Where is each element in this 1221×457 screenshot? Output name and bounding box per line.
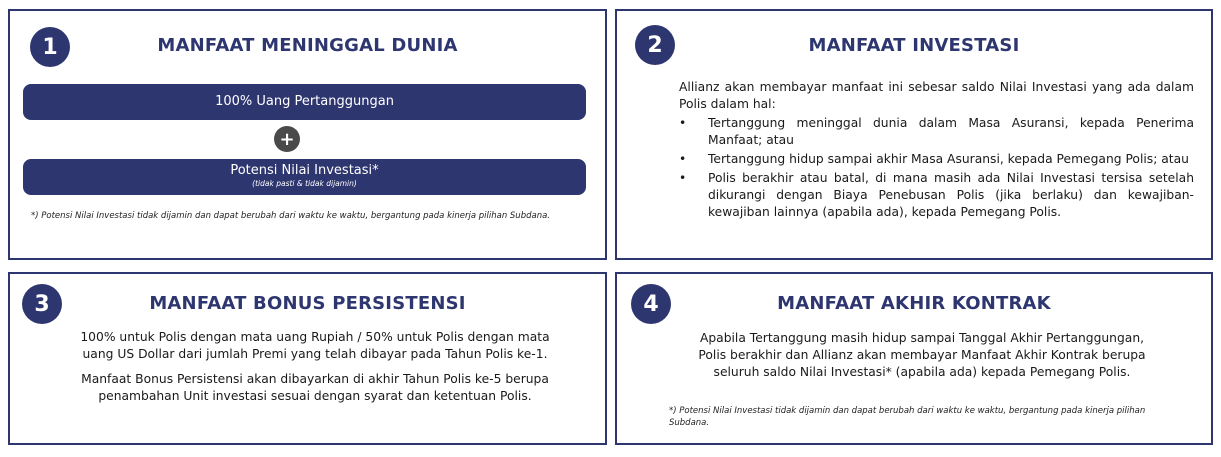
list-item: • Tertanggung meninggal dunia dalam Masa Asuransi, kepada Penerima Manfaat; atau [679, 116, 1194, 147]
footnote: *) Potensi Nilai Investasi tidak dijamin dan dapat berubah dari waktu ke waktu, bergantung pada kinerja pilihan Subdana. [669, 406, 1146, 428]
panel-persistency-bonus [8, 272, 607, 445]
step-number-badge: 2 [635, 25, 675, 65]
panel-end-of-contract [615, 272, 1213, 445]
bullet-icon: • [679, 116, 687, 130]
investment-value-label: Potensi Nilai Investasi* [230, 163, 379, 178]
sum-assured-bar: 100% Uang Pertanggungan [23, 84, 586, 120]
panel-title: MANFAAT MENINGGAL DUNIA [157, 35, 458, 56]
list-item: • Tertanggung hidup sampai akhir Masa Asuransi, kepada Pemegang Polis; atau [679, 152, 1189, 166]
panel-body: Apabila Tertanggung masih hidup sampai Tanggal Akhir Pertanggungan, Polis berakhir dan Allianz akan membayar Manfaat Akhir Kontrak berupa seluruh saldo Nilai Investasi* (apabila ada) kepada Pemegang Polis. [698, 331, 1146, 379]
panel-body [65, 329, 565, 405]
step-number-badge: 1 [30, 27, 70, 67]
list-item: • Polis berakhir atau batal, di mana masih ada Nilai Investasi tersisa setelah dikurangi dengan Biaya Penebusan Polis (jika berlaku) dan kewajiban-kewajiban lainnya (apabila ada), kepada Pemegang Polis. [679, 171, 1194, 219]
panel-title: MANFAAT AKHIR KONTRAK [777, 293, 1051, 314]
investment-value-bar [23, 159, 586, 195]
bonus-rate-text: 100% untuk Polis dengan mata uang Rupiah / 50% untuk Polis dengan mata uang US Dollar dari jumlah Premi yang telah dibayar pada Tahun Polis ke-1. [80, 330, 550, 361]
panel-death-benefit [8, 9, 607, 260]
panel-body [679, 79, 1194, 221]
panel-investment-benefit [615, 9, 1213, 260]
bonus-payment-text: Manfaat Bonus Persistensi akan dibayarkan di akhir Tahun Polis ke-5 berupa penambahan Unit investasi sesuai dengan syarat dan ketentuan Polis. [81, 372, 549, 403]
step-number-badge: 4 [631, 284, 671, 324]
intro-text: Allianz akan membayar manfaat ini sebesar saldo Nilai Investasi yang ada dalam Polis dalam hal: [679, 80, 1194, 111]
bullet-list [679, 115, 1194, 221]
investment-value-sublabel: (tidak pasti & tidak dijamin) [252, 179, 357, 188]
footnote: *) Potensi Nilai Investasi tidak dijamin dan dapat berubah dari waktu ke waktu, bergantung pada kinerja pilihan Subdana. [31, 211, 550, 221]
plus-icon: + [274, 126, 300, 152]
panel-title: MANFAAT INVESTASI [808, 35, 1020, 56]
bullet-icon: • [679, 152, 687, 166]
bullet-icon: • [679, 171, 687, 185]
step-number-badge: 3 [22, 284, 62, 324]
panel-title: MANFAAT BONUS PERSISTENSI [149, 293, 466, 314]
